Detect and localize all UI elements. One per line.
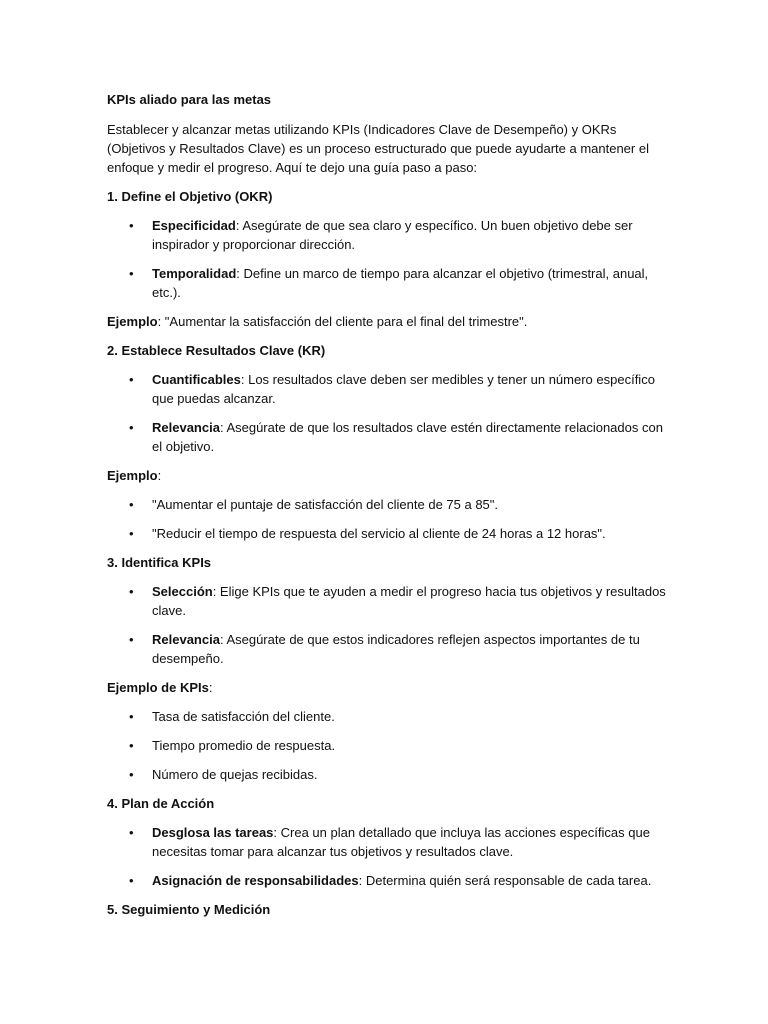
item-term: Relevancia xyxy=(152,632,220,647)
example-label: Ejemplo xyxy=(107,314,158,329)
section-2-list xyxy=(107,370,667,456)
list-item xyxy=(107,582,667,620)
item-text: : Crea un plan detallado que incluya las acciones específicas que necesitas tomar para alcanzar tus objetivos y resultados clave. xyxy=(152,825,650,859)
bullet-icon: • xyxy=(129,526,134,541)
example-text: : "Aumentar la satisfacción del cliente para el final del trimestre". xyxy=(157,314,528,329)
item-text: : Elige KPIs que te ayuden a medir el progreso hacia tus objetivos y resultados clave. xyxy=(152,584,666,618)
section-5-heading: 5. Seguimiento y Medición xyxy=(107,902,271,917)
bullet-icon: • xyxy=(129,825,134,840)
bullet-icon: • xyxy=(129,266,134,281)
document-title: KPIs aliado para las metas xyxy=(107,92,272,107)
item-text: : Asegúrate de que estos indicadores reflejen aspectos importantes de tu desempeño. xyxy=(152,632,640,666)
item-term: Selección xyxy=(152,584,213,599)
item-text: : Los resultados clave deben ser medibles y tener un número específico que puedas alcanzar. xyxy=(152,372,655,406)
example-item: "Aumentar el puntaje de satisfacción del cliente de 75 a 85". xyxy=(152,497,499,512)
list-item xyxy=(107,370,667,408)
section-4-list xyxy=(107,823,667,890)
section-3-examples xyxy=(107,707,667,784)
bullet-icon: • xyxy=(129,738,134,753)
list-item xyxy=(107,736,667,755)
item-term: Temporalidad xyxy=(152,266,237,281)
bullet-icon: • xyxy=(129,632,134,647)
item-text: : Define un marco de tiempo para alcanzar el objetivo (trimestral, anual, etc.). xyxy=(152,266,649,300)
item-term: Especificidad xyxy=(152,218,236,233)
bullet-icon: • xyxy=(129,584,134,599)
bullet-icon: • xyxy=(129,372,134,387)
item-text: : Asegúrate de que sea claro y específico. Un buen objetivo debe ser inspirador y proporcionar dirección. xyxy=(152,218,633,252)
intro-paragraph: Establecer y alcanzar metas utilizando KPIs (Indicadores Clave de Desempeño) y OKRs (Objetivos y Resultados Clave) es un proceso estructurado que puede ayudarte a mantener el enfoque y medir el progreso. Aquí te dejo una guía paso a paso: xyxy=(107,122,649,175)
section-2-examples xyxy=(107,495,667,543)
list-item xyxy=(107,418,667,456)
section-3-list xyxy=(107,582,667,668)
bullet-icon: • xyxy=(129,767,134,782)
list-item xyxy=(107,707,667,726)
section-3-heading: 3. Identifica KPIs xyxy=(107,555,212,570)
item-term: Cuantificables xyxy=(152,372,241,387)
section-1-list xyxy=(107,216,667,302)
bullet-icon: • xyxy=(129,709,134,724)
item-term: Desglosa las tareas xyxy=(152,825,274,840)
item-term: Asignación de responsabilidades xyxy=(152,873,359,888)
list-item xyxy=(107,823,667,861)
example-item: "Reducir el tiempo de respuesta del servicio al cliente de 24 horas a 12 horas". xyxy=(152,526,606,541)
example-label: Ejemplo xyxy=(107,468,158,483)
list-item xyxy=(107,871,667,890)
example-text: : xyxy=(208,680,213,695)
list-item xyxy=(107,524,667,543)
list-item xyxy=(107,495,667,514)
list-item xyxy=(107,765,667,784)
list-item xyxy=(107,216,667,254)
section-4-heading: 4. Plan de Acción xyxy=(107,796,215,811)
bullet-icon: • xyxy=(129,218,134,233)
bullet-icon: • xyxy=(129,497,134,512)
item-text: : Determina quién será responsable de cada tarea. xyxy=(358,873,652,888)
document-page xyxy=(107,90,667,929)
item-text: : Asegúrate de que los resultados clave estén directamente relacionados con el objetivo. xyxy=(152,420,663,454)
list-item xyxy=(107,264,667,302)
section-3-example xyxy=(107,678,667,697)
section-1-heading: 1. Define el Objetivo (OKR) xyxy=(107,189,273,204)
example-item: Tasa de satisfacción del cliente. xyxy=(152,709,335,724)
section-2-example xyxy=(107,466,667,485)
bullet-icon: • xyxy=(129,420,134,435)
example-label: Ejemplo de KPIs xyxy=(107,680,209,695)
list-item xyxy=(107,630,667,668)
example-text: : xyxy=(157,468,162,483)
item-term: Relevancia xyxy=(152,420,220,435)
section-1-example xyxy=(107,312,667,331)
section-2-heading: 2. Establece Resultados Clave (KR) xyxy=(107,343,326,358)
bullet-icon: • xyxy=(129,873,134,888)
example-item: Número de quejas recibidas. xyxy=(152,767,318,782)
example-item: Tiempo promedio de respuesta. xyxy=(152,738,336,753)
